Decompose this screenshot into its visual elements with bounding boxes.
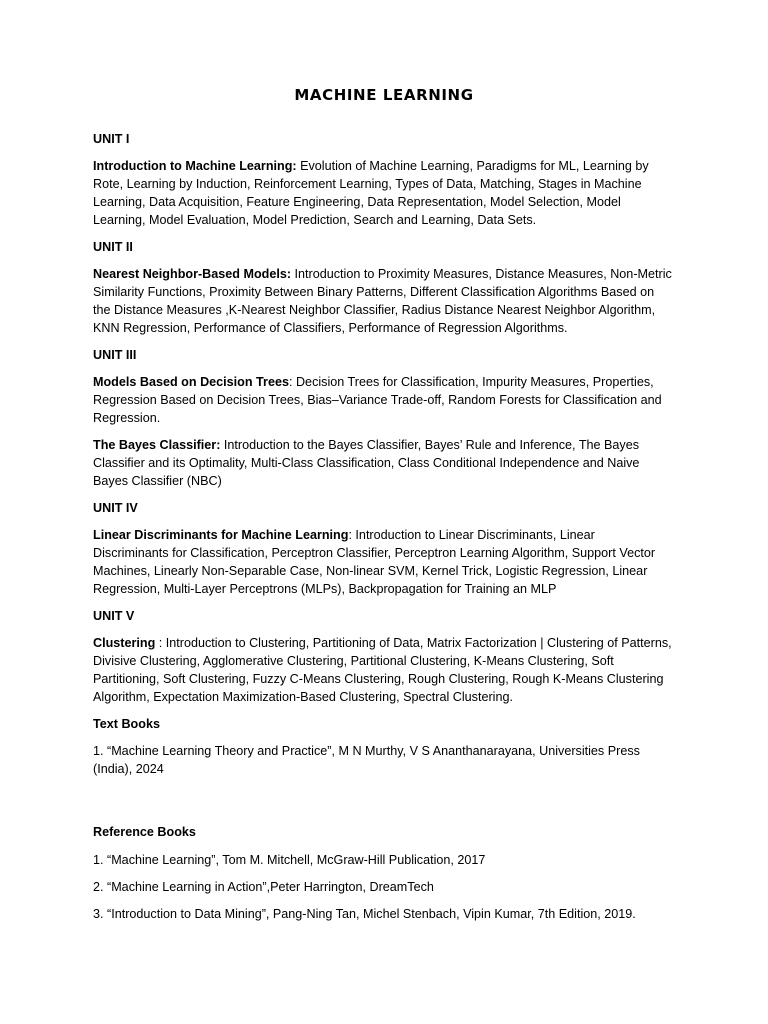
topic-title: The Bayes Classifier: — [93, 438, 221, 453]
topic-text: : Introduction to Linear Discriminants, Linear Discriminants for Classification, Perceptron Classifier, Perceptron Learning Algorithm, Support Vector Machines, Linearly Non-Separable Case, Non-linear SVM, Kernel Trick, Logistic Regression, Linear Regression, Multi-Layer Perceptrons (MLPs), Backpropagation for Training an MLP — [93, 528, 656, 596]
unit-topic-paragraph — [93, 527, 673, 598]
section-spacer — [93, 788, 673, 824]
unit-topic-paragraph — [93, 374, 673, 427]
topic-title: Nearest Neighbor-Based Models: — [93, 267, 292, 282]
topic-title: Clustering — [93, 636, 156, 651]
topic-title: Linear Discriminants for Machine Learning — [93, 528, 349, 543]
text-book-item: 1. “Machine Learning Theory and Practice”, M N Murthy, V S Ananthanarayana, Universities Press (India), 2024 — [93, 744, 640, 777]
unit-topic-paragraph — [93, 437, 673, 490]
topic-text: Introduction to Proximity Measures, Distance Measures, Non-Metric Similarity Functions, Proximity Between Binary Patterns, Different Classification Algorithms Based on the Distance Measures ,K-Nearest Neighbor Classifier, Radius Distance Nearest Neighbor Algorithm, KNN Regression, Performance of Classifiers, Performance of Regression Algorithms. — [93, 267, 672, 335]
reference-book-item: 1. “Machine Learning”, Tom M. Mitchell, McGraw-Hill Publication, 2017 — [93, 852, 486, 867]
reference-book-item: 3. “Introduction to Data Mining”, Pang-Ning Tan, Michel Stenbach, Vipin Kumar, 7th Edition, 2019. — [93, 907, 636, 922]
unit-topic-paragraph — [93, 158, 673, 229]
reference-books-heading: Reference Books — [93, 825, 196, 840]
unit-topic-paragraph — [93, 266, 673, 337]
topic-text: Introduction to the Bayes Classifier, Bayes’ Rule and Inference, The Bayes Classifier and its Optimality, Multi-Class Classification, Class Conditional Independence and Naive Bayes Classifier (NBC) — [93, 438, 640, 488]
unit-heading: UNIT V — [93, 609, 135, 624]
topic-title: Models Based on Decision Trees — [93, 375, 289, 390]
topic-text: : Introduction to Clustering, Partitioning of Data, Matrix Factorization | Clustering of Patterns, Divisive Clustering, Agglomerative Clustering, Partitional Clustering, K-Means Clustering, Soft Partitioning, Soft Clustering, Fuzzy C-Means Clustering, Rough Clustering, Rough K-Means Clustering Algorithm, Expectation Maximization-Based Clustering, Spectral Clustering. — [93, 636, 672, 704]
page-title: MACHINE LEARNING — [294, 86, 474, 104]
reference-book-item: 2. “Machine Learning in Action”,Peter Harrington, DreamTech — [93, 880, 434, 894]
topic-title: Introduction to Machine Learning: — [93, 159, 297, 174]
unit-heading: UNIT II — [93, 239, 133, 254]
text-books-heading: Text Books — [93, 717, 160, 732]
syllabus-content — [93, 131, 673, 934]
unit-topic-paragraph — [93, 635, 673, 706]
unit-heading: UNIT III — [93, 347, 137, 362]
topic-text: Evolution of Machine Learning, Paradigms for ML, Learning by Rote, Learning by Induction, Reinforcement Learning, Types of Data, Matching, Stages in Machine Learning, Data Acquisition, Feature Engineering, Data Representation, Model Selection, Model Learning, Model Evaluation, Model Prediction, Search and Learning, Data Sets. — [93, 159, 649, 227]
unit-heading: UNIT I — [93, 132, 130, 146]
topic-text: : Decision Trees for Classification, Impurity Measures, Properties, Regression Based on Decision Trees, Bias–Variance Trade-off, Random Forests for Classification and Regression. — [93, 375, 662, 425]
unit-heading: UNIT IV — [93, 501, 138, 516]
